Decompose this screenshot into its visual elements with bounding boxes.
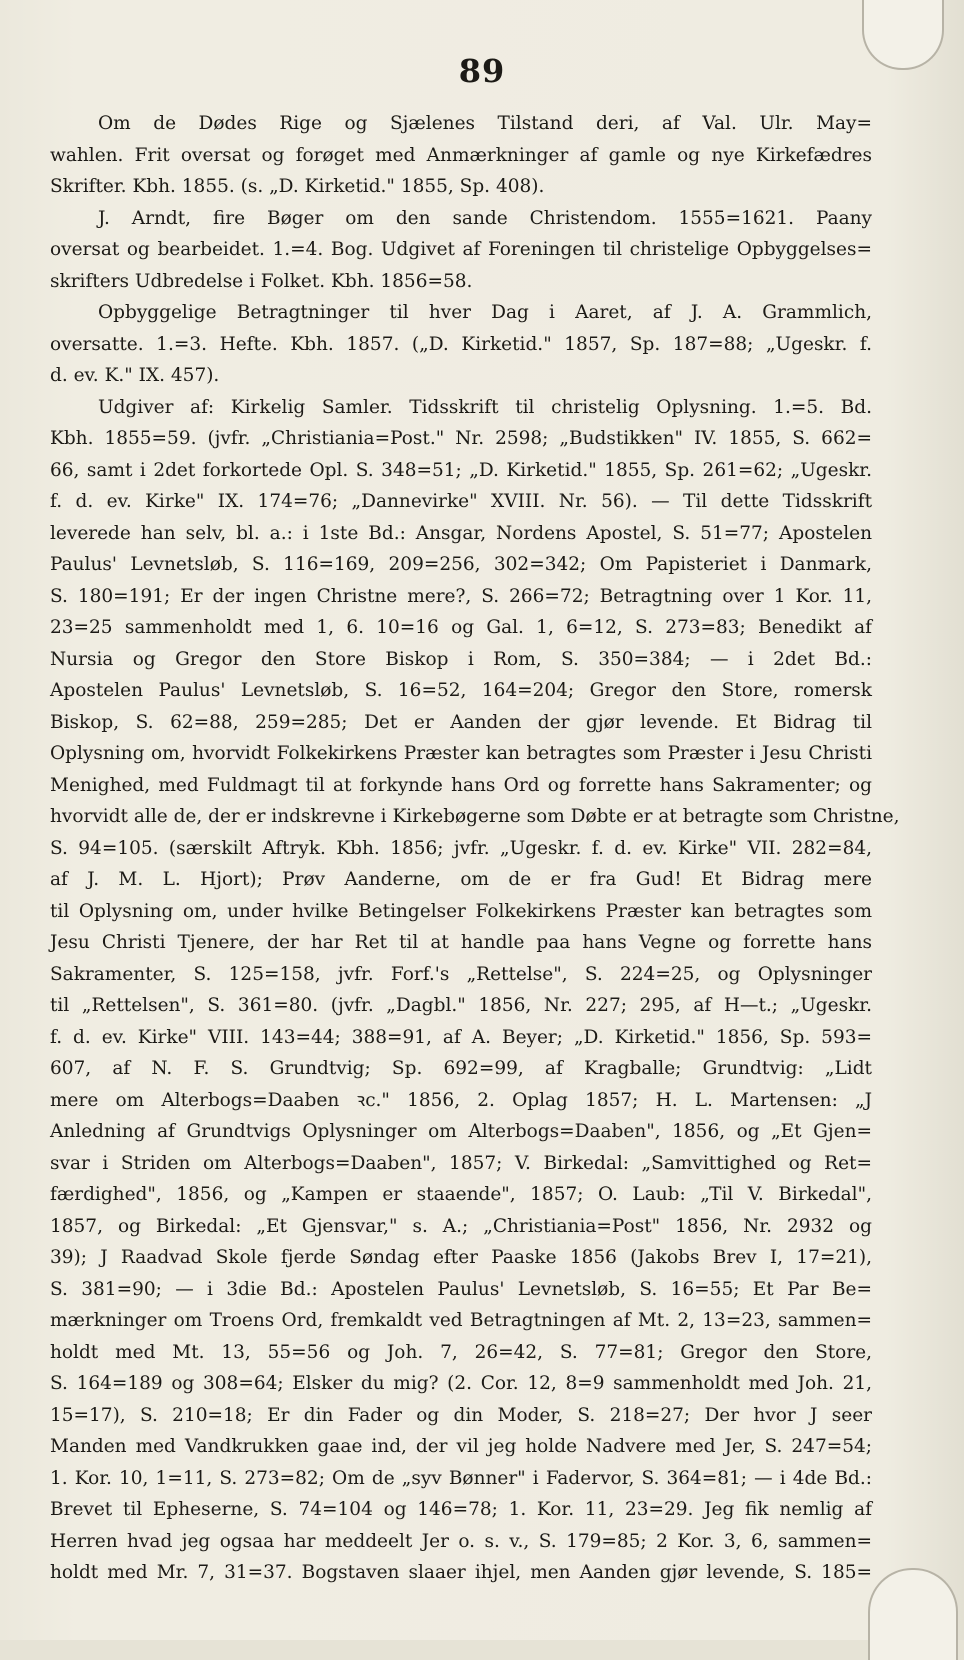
text-line: mærkninger om Troens Ord, fremkaldt ved Betragtningen af Mt. 2, 13=23, sammen= [50, 1310, 872, 1331]
text-line: Udgiver af: Kirkelig Samler. Tidsskrift til christelig Oplysning. 1.=5. Bd. [98, 396, 872, 418]
text-line: Opbyggelige Betragtninger til hver Dag i Aaret, af J. A. Grammlich, [98, 302, 872, 323]
text-line: holdt med Mt. 13, 55=56 og Joh. 7, 26=42, S. 77=81; Gregor den Store, [50, 1341, 872, 1363]
page-tab-bottom [868, 1568, 958, 1660]
text-line: S. 164=189 og 308=64; Elsker du mig? (2. Cor. 12, 8=9 sammenholdt med Joh. 21, [50, 1373, 872, 1394]
text-line: til Oplysning om, under hvilke Betingelser Folkekirkens Præster kan betragtes som [50, 900, 872, 922]
text-line: S. 94=105. (særskilt Aftryk. Kbh. 1856; jvfr. „Ugeskr. f. d. ev. Kirke" VII. 282=84, [50, 837, 872, 859]
text-line: 23=25 sammenholdt med 1, 6. 10=16 og Gal. 1, 6=12, S. 273=83; Benedikt af [50, 617, 872, 638]
text-line: oversat og bearbeidet. 1.=4. Bog. Udgivet af Foreningen til christelige Opbyggelses= [50, 239, 872, 260]
text-line: Jesu Christi Tjenere, der har Ret til at handle paa hans Vegne og forrette hans [50, 932, 872, 953]
body-text [50, 108, 900, 1589]
text-line: f. d. ev. Kirke" IX. 174=76; „Dannevirke" XVIII. Nr. 56). — Til dette Tidsskrift [50, 491, 872, 512]
text-line: 39); J Raadvad Skole fjerde Søndag efter Paaske 1856 (Jakobs Brev I, 17=21), [50, 1247, 872, 1268]
text-line: Skrifter. Kbh. 1855. (s. „D. Kirketid." 1855, Sp. 408). [50, 176, 545, 197]
text-line: leverede han selv, bl. a.: i 1ste Bd.: Ansgar, Nordens Apostel, S. 51=77; Apostelen [50, 522, 872, 544]
text-line: holdt med Mr. 7, 31=37. Bogstaven slaaer ihjel, men Aanden gjør levende, S. 185= [50, 1562, 872, 1583]
text-line: Nursia og Gregor den Store Biskop i Rom, S. 350=384; — i 2det Bd.: [50, 648, 872, 670]
text-line: Apostelen Paulus' Levnetsløb, S. 16=52, 164=204; Gregor den Store, romersk [50, 680, 872, 701]
text-line: J. Arndt, fire Bøger om den sande Christendom. 1555=1621. Paany [98, 207, 872, 229]
text-line: f. d. ev. Kirke" VIII. 143=44; 388=91, af A. Beyer; „D. Kirketid." 1856, Sp. 593= [50, 1026, 872, 1048]
text-line: Paulus' Levnetsløb, S. 116=169, 209=256, 302=342; Om Papisteriet i Danmark, [50, 554, 872, 575]
text-line: S. 180=191; Er der ingen Christne mere?, S. 266=72; Betragtning over 1 Kor. 11, [50, 585, 872, 607]
text-line: Oplysning om, hvorvidt Folkekirkens Præster kan betragtes som Præster i Jesu Christi [50, 743, 872, 764]
text-line: 607, af N. F. S. Grundtvig; Sp. 692=99, af Kragballe; Grundtvig: „Lidt [50, 1058, 872, 1079]
text-line: til „Rettelsen", S. 361=80. (jvfr. „Dagbl." 1856, Nr. 227; 295, af H—t.; „Ugeskr. [50, 995, 872, 1016]
text-line: 15=17), S. 210=18; Er din Fader og din Moder, S. 218=27; Der hvor J seer [50, 1404, 872, 1426]
text-line: S. 381=90; — i 3die Bd.: Apostelen Paulus' Levnetsløb, S. 16=55; Et Par Be= [50, 1278, 872, 1300]
text-line: 1857, og Birkedal: „Et Gjensvar," s. A.; „Christiania=Post" 1856, Nr. 2932 og [50, 1215, 872, 1237]
text-line: Anledning af Grundtvigs Oplysninger om Alterbogs=Daaben", 1856, og „Et Gjen= [50, 1121, 872, 1142]
text-line: Kbh. 1855=59. (jvfr. „Christiania=Post." Nr. 2598; „Budstikken" IV. 1855, S. 662= [50, 428, 872, 449]
text-line: Sakramenter, S. 125=158, jvfr. Forf.'s „Rettelse", S. 224=25, og Oplysninger [50, 963, 872, 985]
text-line: d. ev. K." IX. 457). [50, 365, 220, 386]
text-line: hvorvidt alle de, der er indskrevne i Kirkebøgerne som Døbte er at betragte som Christne, [50, 806, 900, 827]
text-line: Menighed, med Fuldmagt til at forkynde hans Ord og forrette hans Sakramenter; og [50, 774, 872, 796]
text-line: 66, samt i 2det forkortede Opl. S. 348=51; „D. Kirketid." 1855, Sp. 261=62; „Ugeskr. [50, 459, 872, 481]
text-line: Herren hvad jeg ogsaa har meddeelt Jer o. s. v., S. 179=85; 2 Kor. 3, 6, sammen= [50, 1530, 872, 1552]
text-line: skrifters Udbredelse i Folket. Kbh. 1856=58. [50, 270, 473, 292]
text-line: 1. Kor. 10, 1=11, S. 273=82; Om de „syv Bønner" i Fadervor, S. 364=81; — i 4de Bd.: [50, 1467, 872, 1489]
text-line: svar i Striden om Alterbogs=Daaben", 1857; V. Birkedal: „Samvittighed og Ret= [50, 1152, 872, 1174]
text-line: mere om Alterbogs=Daaben ꝛc." 1856, 2. Oplag 1857; H. L. Martensen: „J [50, 1089, 872, 1111]
text-line: færdighed", 1856, og „Kampen er staaende", 1857; O. Laub: „Til V. Birkedal", [50, 1184, 872, 1205]
text-line: Biskop, S. 62=88, 259=285; Det er Aanden der gjør levende. Et Bidrag til [50, 711, 872, 733]
text-line: oversatte. 1.=3. Hefte. Kbh. 1857. („D. Kirketid." 1857, Sp. 187=88; „Ugeskr. f. [50, 333, 872, 355]
text-line: Manden med Vandkrukken gaae ind, der vil jeg holde Nadvere med Jer, S. 247=54; [50, 1436, 872, 1457]
text-line: Brevet til Epheserne, S. 74=104 og 146=78; 1. Kor. 11, 23=29. Jeg fik nemlig af [50, 1499, 872, 1520]
text-line: Om de Dødes Rige og Sjælenes Tilstand deri, af Val. Ulr. May= [98, 113, 872, 134]
page-number: 89 [458, 52, 506, 90]
text-line: wahlen. Frit oversat og forøget med Anmærkninger af gamle og nye Kirkefædres [50, 144, 872, 166]
text-line: af J. M. L. Hjort); Prøv Aanderne, om de er fra Gud! Et Bidrag mere [50, 869, 872, 890]
